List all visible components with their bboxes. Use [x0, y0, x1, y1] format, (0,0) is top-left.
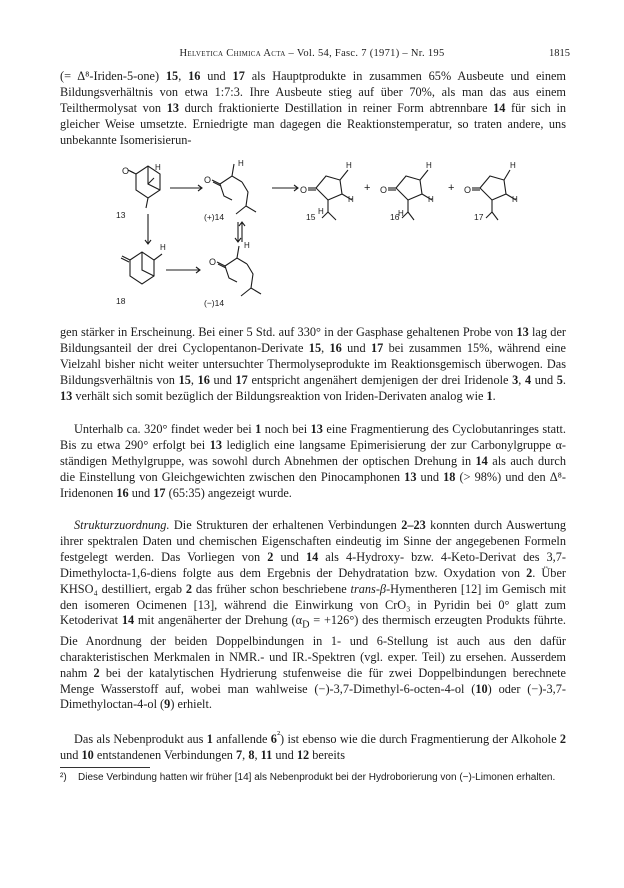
compound-ref: 17: [232, 69, 245, 83]
text: bei der katalytischen Hydrierung stufenweise die für zwei Doppelbindungen berechnete Menge Wasserstoff auf, wobei man wahlweise (−)-3,7-Dimethyl-6-octen-4-ol (: [60, 665, 566, 696]
structure-13: [128, 166, 160, 208]
compound-ref: 16: [116, 485, 129, 500]
journal-citation: [0, 48, 624, 59]
compound-ref: 14: [305, 549, 319, 564]
text: und: [60, 748, 82, 762]
atom-h-minus-14: H: [244, 241, 250, 250]
text: anfallende: [212, 732, 271, 747]
journal-name: Helvetica Chimica Acta: [179, 48, 286, 59]
text: Die Strukturen der erhaltenen Verbindungen: [169, 518, 402, 532]
atom-h-17b: H: [512, 195, 518, 204]
footnote-mark: ²): [60, 772, 67, 783]
compound-ref: 15: [178, 372, 191, 387]
text: ,: [190, 372, 198, 387]
text: lag der Bildungsanteil der drei Cyclopentanon-Derivate: [60, 325, 566, 355]
footnote-ref: ²: [276, 730, 281, 741]
compound-ref: 1: [206, 732, 213, 747]
label-13: 13: [116, 210, 126, 220]
text: ) oder (−)-3,7-Dimethyloctan-4-ol (: [60, 681, 566, 712]
atom-o-15: O: [300, 185, 308, 195]
text: eine Fragmentierung des Cyclobutanringes statt. Bis zu etwa 290° erfolgt bei: [60, 422, 566, 452]
text: und: [209, 372, 236, 387]
compound-ref: 9: [164, 697, 171, 712]
text: ,: [178, 69, 189, 83]
structure-minus-14: [217, 246, 261, 296]
compound-ref: 15: [165, 69, 179, 83]
compound-ref: 1: [255, 422, 262, 436]
text: und: [272, 748, 297, 762]
compound-ref: 2: [526, 565, 533, 580]
compound-ref: 15: [308, 340, 322, 355]
compound-ref: 14: [121, 613, 135, 628]
text: Das als Nebenprodukt aus: [74, 732, 207, 747]
text: ,: [242, 748, 249, 762]
plus-sign-1: +: [364, 182, 371, 194]
reaction-arrows: [145, 185, 298, 273]
text: .: [562, 372, 566, 387]
paragraph-2: [60, 325, 566, 405]
compound-ref: 10: [475, 681, 488, 696]
text: (65:35) angezeigt wurde.: [165, 485, 292, 500]
atom-h-15c: H: [318, 207, 324, 216]
text: entstandenen Verbindungen: [93, 748, 237, 762]
paragraph-5: [60, 728, 566, 764]
compound-ref: 16: [197, 372, 210, 387]
text: mit angenäherter der Drehung (α: [134, 613, 303, 628]
label-17: 17: [474, 212, 484, 222]
label-minus-14: (−)14: [204, 298, 225, 308]
compound-ref: 16: [329, 340, 342, 355]
text: .: [492, 388, 496, 403]
compound-ref: 10: [81, 748, 94, 762]
compound-ref: 2: [559, 732, 566, 747]
text: für sich in gleicher Weise umsetzte. Erniedrigte man dagegen die Reaktionstemperatur, so traten andere, uns unbekannte Isomerisierun-: [60, 100, 567, 147]
compound-ref: 13: [209, 437, 222, 452]
text: bei zusammen 15%, während eine Vielzahl bisher nicht weiter untersuchter Thermolyseprodukte im Reaktionsgemisch überwogen. Das Bildungsverhältnis von: [60, 340, 567, 387]
label-plus-14: (+)14: [204, 212, 225, 222]
atom-h-18: H: [160, 243, 166, 252]
atom-h-17a: H: [510, 161, 516, 170]
atom-o-minus-14: O: [209, 257, 217, 267]
text: und: [531, 372, 557, 387]
text: noch bei: [261, 422, 311, 436]
compound-ref: 14: [475, 453, 488, 468]
text: ,: [254, 748, 261, 762]
text: lediglich eine langsame Epimerisierung der zur Carbonylgruppe α-ständigen Methylgruppe, was sowohl durch Abnehmen der optischen Drehung in: [60, 437, 566, 468]
text: entspricht angenähert demjenigen der drei Iridenole: [247, 372, 513, 387]
text: . Über KHSO₄ destilliert, ergab: [60, 565, 566, 596]
issue-info: – Vol. 54, Fasc. 7 (1971) – Nr. 195: [285, 48, 445, 59]
reaction-scheme: [60, 158, 566, 324]
text: als 4-Hydroxy- bzw. 4-Keto-Derivat des 3,7-Dimethylocta-1,6-diens folgte aus dem Ergebnis der Dehydratation bzw. Oxydation von: [60, 549, 566, 580]
compound-ref: 4: [524, 372, 532, 387]
text: verhält sich somit bezüglich der Bildungsreaktion von Iriden-Derivaten analog wie: [72, 388, 487, 403]
compound-ref: 17: [370, 340, 384, 355]
atom-o-16: O: [380, 185, 388, 195]
atom-h-16a: H: [426, 161, 432, 170]
atom-o-17: O: [464, 185, 472, 195]
subscript: D: [302, 619, 310, 631]
page-number: 1815: [549, 48, 570, 59]
plus-sign-2: +: [448, 182, 455, 194]
atom-h-16c: H: [398, 209, 404, 218]
text: (> 98%) und den Δ⁸-Iridenonen: [60, 469, 566, 500]
compound-ref: 8: [248, 748, 255, 762]
text: -Hymentheren [12] im Gemisch mit den isomeren Ocimenen [13], während die Einwirkung von CrO₃ in Pyridin bei 0° glatt zum Ketoderivat: [60, 581, 567, 628]
label-15: 15: [306, 212, 316, 222]
text: ,: [321, 340, 330, 355]
running-header: [0, 48, 624, 64]
italic-text: trans-β: [350, 581, 387, 596]
footnote-text: Diese Verbindung hatten wir früher [14] als Nebenprodukt bei der Hydroborierung von (−)-Limonen erhalten.: [78, 772, 556, 783]
text: ) ist ebenso wie die durch Fragmentierung der Alkohole: [280, 732, 560, 747]
atom-h-15a: H: [346, 161, 352, 170]
footnote-rule: [60, 767, 150, 768]
text: (= Δ⁸-Iriden-5-one): [60, 69, 166, 83]
compound-ref: 2: [267, 549, 274, 564]
compound-ref: 2: [185, 581, 193, 596]
compound-ref: 2: [93, 665, 100, 680]
compound-ref: 17: [153, 485, 166, 500]
compound-ref: 1: [486, 388, 493, 403]
text: und: [341, 340, 371, 355]
atom-h-plus-14: H: [238, 159, 244, 168]
compound-ref: 6: [270, 732, 277, 747]
text: = +126°) des thermisch erzeugten Produkts führte. Die Anordnung der beiden Doppelbindungen in 1- und 6-Stellung ist auch aus den dafür charakteristischen Merkmalen in NMR.- und IR.-Spektren (vgl. exper. Teil) zu ersehen. Ausserdem nahm: [60, 613, 566, 680]
text: und: [273, 549, 306, 564]
structure-18: [121, 252, 162, 284]
structure-plus-14: [212, 164, 256, 214]
compound-ref: 11: [260, 748, 273, 762]
text: ) erhielt.: [170, 697, 212, 712]
compound-ref: 3: [512, 372, 519, 387]
atom-o-plus-14: O: [204, 175, 212, 185]
compound-ref: 7: [236, 748, 243, 762]
text: das früher schon beschriebene: [192, 581, 351, 596]
text: als Hauptprodukte in zusammen 65% Ausbeute und einem Bildungsverhältnis von etwa 1:7:3. Ihre Ausbeute stieg auf über 70%, als man das aus einem Teilthermolysat von: [60, 69, 566, 115]
label-18: 18: [116, 296, 126, 306]
compound-ref: 12: [296, 748, 310, 762]
text: bereits: [309, 748, 346, 762]
compound-ref: 16: [188, 69, 201, 83]
compound-ref: 13: [404, 469, 417, 484]
compound-ref: 5: [556, 372, 563, 387]
text: konnten durch Auswertung ihrer spektralen Daten und chemischen Eigenschaften eindeutig im Sinne der angegebenen Formeln festgelegt werden. Das Vorliegen von: [60, 518, 566, 564]
compound-ref: 17: [235, 372, 248, 387]
section-heading: Strukturzuordnung.: [74, 518, 170, 532]
text: durch fraktionierte Destillation in reiner Form abtrennbare: [179, 100, 494, 115]
paragraph-1: [60, 69, 566, 149]
text: und: [128, 485, 154, 500]
paragraph-3: [60, 422, 566, 502]
paragraph-4: [60, 518, 566, 713]
footnote: [60, 771, 566, 784]
compound-ref: 13: [516, 325, 529, 339]
atom-h-16b: H: [428, 195, 434, 204]
text: als auch durch die Einstellung von Gleichgewichten zwischen den Pinocamphonen: [60, 453, 566, 484]
text: und: [200, 69, 233, 83]
compound-ref: 14: [493, 100, 506, 115]
atom-o-13: O: [122, 166, 130, 176]
compound-ref: 18: [443, 469, 456, 484]
text: gen stärker in Erscheinung. Bei einer 5 Std. auf 330° in der Gasphase gehaltenen Probe von: [60, 325, 517, 339]
atom-h-15b: H: [348, 195, 354, 204]
compound-ref: 13: [60, 388, 73, 403]
text: Unterhalb ca. 320° findet weder bei: [74, 422, 256, 436]
compound-ref: 13: [166, 100, 180, 115]
compound-ref: 13: [310, 422, 323, 436]
compound-ref: 2–23: [401, 518, 426, 532]
text: und: [416, 469, 444, 484]
text: ,: [518, 372, 525, 387]
label-16: 16: [390, 212, 400, 222]
atom-h-13: H: [155, 163, 161, 172]
